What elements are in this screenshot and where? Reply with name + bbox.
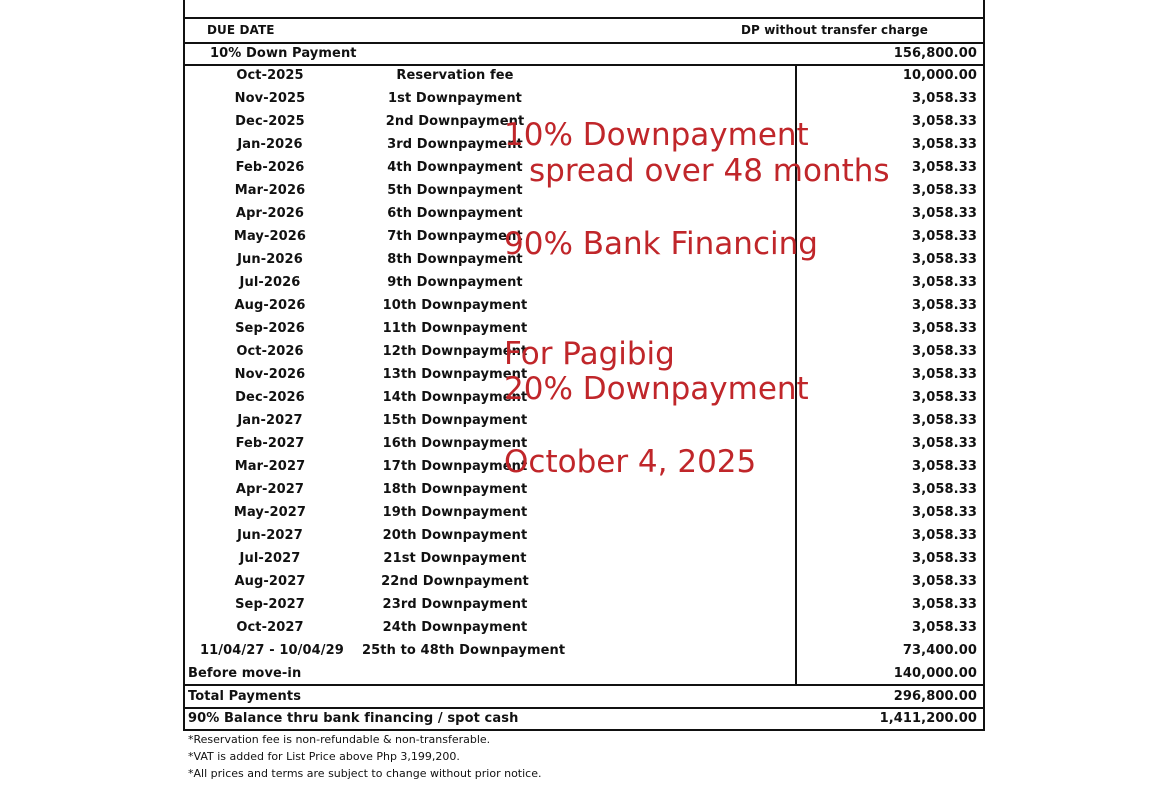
row-date: Jul-2027: [239, 551, 301, 566]
row-description: 11th Downpayment: [382, 321, 528, 336]
row-date: Jun-2027: [237, 528, 303, 543]
row-date: Nov-2026: [234, 367, 306, 382]
row-description: 10th Downpayment: [382, 298, 528, 313]
row-date: Jan-2026: [237, 137, 303, 152]
row-date: Mar-2027: [234, 459, 306, 474]
row-date: Nov-2025: [234, 91, 306, 106]
row-amount: 3,058.33: [912, 160, 977, 175]
row-date: May-2027: [233, 505, 307, 520]
row-description: 19th Downpayment: [382, 505, 528, 520]
row-amount: 3,058.33: [912, 482, 977, 497]
note-reservation: *Reservation fee is non-refundable & non-transferable.: [188, 733, 491, 746]
row-amount: 3,058.33: [912, 183, 977, 198]
row-description: 22nd Downpayment: [381, 574, 529, 589]
row-date: Sep-2027: [235, 597, 305, 612]
row-date: Mar-2026: [234, 183, 306, 198]
row-description: 5th Downpayment: [387, 183, 523, 198]
row-description: 13th Downpayment: [382, 367, 528, 382]
row-description: 3rd Downpayment: [387, 137, 523, 152]
row-date: Apr-2027: [235, 482, 305, 497]
row-date: May-2026: [233, 229, 307, 244]
overlay-date: October 4, 2025: [504, 444, 757, 480]
row-amount: 3,058.33: [912, 459, 977, 474]
row-description: 1st Downpayment: [388, 91, 522, 106]
row-description: 7th Downpayment: [387, 229, 523, 244]
row-description: 8th Downpayment: [387, 252, 523, 267]
row-amount: 3,058.33: [912, 321, 977, 336]
row-date: Jun-2026: [237, 252, 303, 267]
row-amount: 73,400.00: [902, 643, 977, 658]
overlay-bank-financing: 90% Bank Financing: [504, 226, 818, 262]
total-payments-rule: [183, 707, 985, 709]
before-move-in-label: Before move-in: [188, 666, 302, 681]
overlay-pagibig-downpayment: 20% Downpayment: [504, 371, 809, 407]
row-date: Dec-2025: [235, 114, 305, 129]
before-move-in-amount: 140,000.00: [893, 666, 977, 681]
row-date: Oct-2027: [236, 620, 304, 635]
down-payment-amount: 156,800.00: [893, 46, 977, 61]
row-amount: 3,058.33: [912, 390, 977, 405]
row-description: 9th Downpayment: [387, 275, 523, 290]
row-date: Aug-2027: [234, 574, 306, 589]
row-description: 17th Downpayment: [382, 459, 528, 474]
row-amount: 3,058.33: [912, 528, 977, 543]
row-date: 11/04/27 - 10/04/29: [200, 643, 344, 658]
table-right-border: [983, 0, 985, 731]
row-amount: 10,000.00: [902, 68, 977, 83]
row-amount: 3,058.33: [912, 505, 977, 520]
row-amount: 3,058.33: [912, 275, 977, 290]
row-description: 24th Downpayment: [382, 620, 528, 635]
row-amount: 3,058.33: [912, 413, 977, 428]
row-description: 23rd Downpayment: [382, 597, 528, 612]
row-amount: 3,058.33: [912, 229, 977, 244]
down-payment-rule: [183, 64, 985, 66]
down-payment-label: 10% Down Payment: [210, 46, 357, 61]
row-description: 14th Downpayment: [382, 390, 528, 405]
row-description: Reservation fee: [396, 68, 514, 83]
total-payments-label: Total Payments: [188, 689, 302, 704]
row-amount: 3,058.33: [912, 137, 977, 152]
row-description: 2nd Downpayment: [385, 114, 525, 129]
balance-rule: [183, 729, 985, 731]
row-amount: 3,058.33: [912, 252, 977, 267]
row-description: 20th Downpayment: [382, 528, 528, 543]
header-bottom-rule: [183, 42, 985, 44]
row-amount: 3,058.33: [912, 436, 977, 451]
header-top-rule: [183, 17, 985, 19]
total-payments-amount: 296,800.00: [893, 689, 977, 704]
row-description: 12th Downpayment: [382, 344, 528, 359]
row-date: Aug-2026: [234, 298, 306, 313]
row-date: Oct-2025: [236, 68, 304, 83]
overlay-downpayment: 10% Downpayment: [504, 117, 809, 153]
row-amount: 3,058.33: [912, 574, 977, 589]
row-amount: 3,058.33: [912, 597, 977, 612]
row-description: 6th Downpayment: [387, 206, 523, 221]
row-description: 18th Downpayment: [382, 482, 528, 497]
row-amount: 3,058.33: [912, 551, 977, 566]
row-description: 21st Downpayment: [383, 551, 527, 566]
balance-amount: 1,411,200.00: [879, 711, 977, 726]
note-prices: *All prices and terms are subject to change without prior notice.: [188, 767, 542, 780]
overlay-pagibig: For Pagibig: [504, 336, 675, 372]
row-amount: 3,058.33: [912, 367, 977, 382]
row-date: Feb-2027: [235, 436, 305, 451]
row-description: 15th Downpayment: [382, 413, 528, 428]
row-date: Dec-2026: [235, 390, 305, 405]
row-date: Oct-2026: [236, 344, 304, 359]
row-date: Sep-2026: [235, 321, 305, 336]
row-description: 4th Downpayment: [387, 160, 523, 175]
dp-header: DP without transfer charge: [741, 23, 929, 37]
row-amount: 3,058.33: [912, 298, 977, 313]
row-description: 25th to 48th Downpayment: [362, 643, 566, 658]
before-move-in-rule: [183, 684, 985, 686]
row-amount: 3,058.33: [912, 91, 977, 106]
overlay-spread: spread over 48 months: [529, 153, 890, 189]
row-description: 16th Downpayment: [382, 436, 528, 451]
row-date: Apr-2026: [235, 206, 305, 221]
row-date: Jul-2026: [239, 275, 301, 290]
note-vat: *VAT is added for List Price above Php 3,199,200.: [188, 750, 460, 763]
due-date-header: DUE DATE: [207, 23, 275, 37]
row-amount: 3,058.33: [912, 114, 977, 129]
row-amount: 3,058.33: [912, 620, 977, 635]
row-date: Feb-2026: [235, 160, 305, 175]
row-date: Jan-2027: [237, 413, 303, 428]
row-amount: 3,058.33: [912, 206, 977, 221]
row-amount: 3,058.33: [912, 344, 977, 359]
balance-label: 90% Balance thru bank financing / spot cash: [188, 711, 519, 726]
